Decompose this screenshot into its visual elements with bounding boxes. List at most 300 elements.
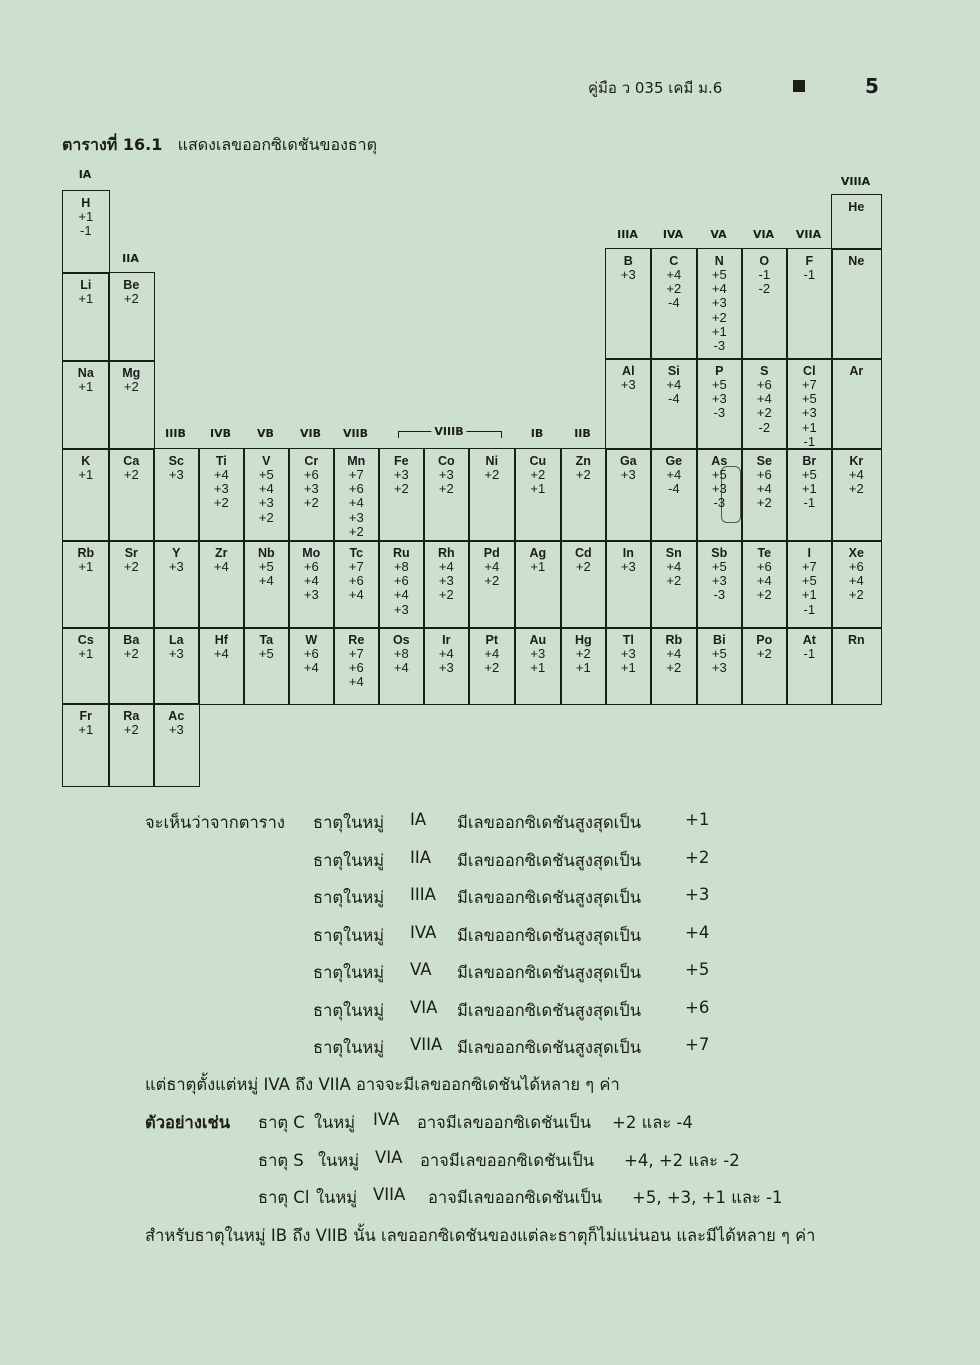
element-symbol: V (262, 454, 271, 468)
element-symbol: Zn (575, 454, 591, 468)
oxidation-state: +2 (756, 405, 772, 421)
group-label-via: VIA (752, 228, 775, 241)
example-values: +2 และ -4 (612, 1113, 693, 1132)
example-label-text: ตัวอย่างเช่น (145, 1113, 230, 1132)
oxidation-state: +4 (438, 646, 454, 661)
element-cell-zr (198, 540, 245, 629)
table-title (62, 133, 377, 158)
oxidation-state: +1 (78, 646, 94, 661)
oxidation-state: +3 (711, 295, 727, 311)
element-cell-ge (650, 448, 698, 542)
oxidation-state: +2 (756, 646, 772, 661)
table-number: ตารางที่ 16.1 (62, 135, 163, 154)
oxidation-state: +4 (213, 467, 229, 482)
oxidation-state: +4 (711, 281, 727, 297)
oxidation-state: +2 (756, 495, 772, 511)
oxidation-state: +4 (348, 674, 364, 690)
element-cell-fr (62, 703, 110, 787)
element-symbol: Al (622, 364, 635, 378)
element-symbol: Be (123, 278, 140, 292)
table-caption: แสดงเลขออกซิเดชันของธาตุ (177, 135, 378, 154)
element-cell-zn (560, 448, 607, 542)
element-cell-sr (108, 540, 155, 629)
summary-text: มีเลขออกซิเดชันสูงสุดเป็น (457, 850, 642, 870)
element-symbol: At (802, 633, 816, 647)
element-cell-rb (650, 627, 698, 705)
element-symbol: O (759, 254, 770, 268)
element-cell-re (333, 627, 380, 705)
element-cell-al (605, 358, 652, 450)
element-cell-w (288, 627, 335, 705)
oxidation-state: +5 (711, 377, 727, 392)
element-cell-ar (831, 358, 882, 450)
oxidation-state: +4 (756, 481, 772, 497)
summary-text: มีเลขออกซิเดชันสูงสุดเป็น (457, 888, 642, 907)
oxidation-state: +1 (530, 559, 546, 574)
element-symbol: Re (348, 633, 365, 647)
element-symbol: Mg (122, 366, 141, 380)
element-cell-ca (108, 448, 155, 542)
oxidation-state: +6 (348, 573, 364, 589)
oxidation-state: +1 (801, 419, 817, 435)
element-symbol: Sb (711, 546, 728, 560)
page-number: 5 (865, 74, 879, 98)
oxidation-state: +4 (438, 559, 454, 574)
oxidation-state: +1 (78, 722, 94, 737)
oxidation-state: -1 (758, 267, 771, 282)
element-symbol: Ge (665, 454, 683, 468)
oxidation-state: +3 (393, 601, 409, 617)
oxidation-state: +3 (438, 467, 454, 482)
note-line: แต่ธาตุตั้งแต่หมู่ IVA ถึง VIIA อาจจะมีเลขออกซิเดชันได้หลาย ๆ ค่า (145, 1075, 620, 1094)
element-symbol: S (760, 364, 769, 378)
element-cell-tc (333, 540, 380, 629)
element-symbol: Pd (483, 546, 500, 560)
summary-prefix: ธาตุในหมู่ (313, 850, 385, 870)
element-symbol: K (81, 454, 91, 468)
oxidation-state: +2 (575, 467, 591, 482)
group-label-iib: IIB (574, 427, 591, 440)
element-cell-tl (605, 627, 652, 705)
oxidation-state: +3 (620, 646, 636, 661)
element-cell-y (153, 540, 200, 629)
element-cell-ga (605, 448, 652, 542)
element-cell-c (650, 248, 698, 360)
group-label-vb: VB (257, 427, 274, 440)
group-label-va: VA (710, 228, 727, 241)
element-cell-au (514, 627, 562, 705)
oxidation-state: +3 (168, 722, 184, 737)
oxidation-state: +5 (711, 467, 727, 482)
oxidation-state: +1 (78, 559, 94, 574)
element-cell-bi (696, 627, 743, 705)
oxidation-state: +3 (303, 481, 319, 497)
element-cell-in (605, 540, 652, 629)
element-cell-hf (198, 627, 245, 705)
element-cell-po (741, 627, 788, 705)
oxidation-state: +3 (438, 660, 454, 676)
summary-prefix: ธาตุในหมู่ (313, 925, 385, 945)
example-element: ธาตุ S (258, 1151, 304, 1170)
summary-value: +7 (685, 1035, 710, 1054)
element-cell-si (650, 358, 698, 450)
summary-prefix: ธาตุในหมู่ (313, 1038, 385, 1057)
oxidation-state: -1 (803, 267, 816, 282)
element-symbol: W (305, 633, 318, 647)
element-symbol: Na (77, 366, 94, 380)
group-label-iia: IIA (122, 252, 139, 265)
element-cell-k (62, 448, 110, 542)
summary-text: มีเลขออกซิเดชันสูงสุดเป็น (457, 963, 642, 982)
oxidation-state: +6 (303, 646, 319, 661)
summary-group: VA (410, 960, 432, 979)
oxidation-state: -1 (80, 223, 92, 239)
element-symbol: Hf (214, 633, 228, 647)
element-cell-cr (288, 448, 335, 542)
element-cell-f (786, 248, 833, 360)
element-cell-mo (288, 540, 335, 629)
element-symbol: Fe (394, 454, 409, 468)
group-label-viia: VIIA (795, 228, 822, 241)
element-cell-hg (560, 627, 607, 705)
oxidation-state: +2 (123, 722, 139, 737)
oxidation-state: +6 (348, 481, 364, 497)
oxidation-state: +3 (801, 405, 817, 421)
element-symbol: Os (392, 633, 410, 647)
oxidation-state: +4 (213, 559, 229, 574)
example-values: +4, +2 และ -2 (624, 1151, 740, 1170)
element-symbol: Ca (123, 454, 140, 468)
element-symbol: Po (756, 633, 773, 647)
oxidation-state: +3 (620, 559, 636, 574)
element-cell-ru (378, 540, 425, 629)
element-symbol: I (807, 546, 812, 560)
element-cell-as (696, 448, 743, 542)
oxidation-state: +4 (393, 587, 409, 603)
element-symbol: Si (667, 364, 680, 378)
group-label-viiib: VIIIB (431, 425, 466, 438)
oxidation-state: +2 (666, 660, 682, 676)
summary-prefix: ธาตุในหมู่ (313, 888, 385, 907)
element-symbol: Te (757, 546, 772, 560)
oxidation-state: +2 (438, 587, 454, 603)
oxidation-state: +4 (303, 573, 319, 589)
oxidation-state: -3 (713, 495, 726, 511)
element-cell-ag (514, 540, 562, 629)
oxidation-state: +4 (756, 391, 772, 407)
element-cell-rh (423, 540, 470, 629)
summary-text: มีเลขออกซิเดชันสูงสุดเป็น (457, 1038, 642, 1057)
oxidation-state: +3 (711, 481, 727, 497)
element-symbol: C (669, 254, 679, 268)
summary-group: VIA (410, 997, 438, 1017)
oxidation-state: +4 (258, 573, 274, 589)
oxidation-state: +4 (848, 573, 864, 589)
element-cell-rn (831, 627, 882, 705)
element-symbol: Tl (622, 633, 634, 647)
oxidation-state: +7 (348, 559, 364, 574)
oxidation-state: +2 (348, 523, 364, 539)
element-cell-fe (378, 448, 425, 542)
element-cell-ba (108, 627, 155, 705)
element-cell-cd (560, 540, 607, 629)
element-symbol: N (714, 254, 724, 268)
element-symbol: Nb (257, 546, 275, 560)
summary-value: +5 (685, 960, 710, 979)
element-symbol: Bi (713, 633, 726, 647)
oxidation-state: +6 (848, 559, 864, 574)
summary-value: +1 (685, 810, 710, 829)
element-symbol: P (715, 364, 724, 378)
element-symbol: Ne (848, 254, 865, 268)
element-cell-te (741, 540, 788, 629)
element-cell-se (741, 448, 788, 542)
oxidation-state: +6 (303, 467, 319, 482)
oxidation-state: +2 (666, 281, 682, 297)
oxidation-state: +2 (213, 495, 229, 511)
summary-value: +3 (685, 885, 710, 904)
element-symbol: Cd (574, 546, 592, 560)
group-label-vib: VIB (300, 427, 321, 440)
oxidation-state: -4 (668, 295, 680, 311)
element-cell-nb (243, 540, 290, 629)
oxidation-state: +2 (756, 587, 772, 603)
summary-prefix: ธาตุในหมู่ (313, 1000, 385, 1020)
element-symbol: Ti (215, 454, 227, 468)
oxidation-state: +7 (348, 646, 364, 661)
oxidation-state: -1 (803, 646, 816, 661)
oxidation-state: -4 (668, 391, 680, 407)
group-label-ia: IA (78, 168, 92, 181)
element-symbol: Sc (168, 454, 184, 468)
element-cell-cs (62, 627, 110, 705)
oxidation-state: +2 (848, 481, 864, 497)
oxidation-state: -3 (713, 338, 726, 354)
oxidation-state: +4 (348, 495, 364, 511)
oxidation-state: +5 (258, 467, 274, 482)
example-in-group: ในหมู่ (316, 1188, 358, 1207)
example-text: อาจมีเลขออกซิเดชันเป็น (428, 1188, 602, 1207)
example-element: ธาตุ Cl (258, 1188, 310, 1207)
element-symbol: Cl (803, 364, 816, 378)
element-symbol: Kr (849, 454, 864, 468)
summary-group: IIA (410, 847, 432, 867)
element-symbol: Br (802, 454, 817, 468)
oxidation-state: +4 (348, 587, 364, 603)
oxidation-state: +1 (620, 660, 636, 676)
element-cell-rb (62, 540, 110, 629)
element-cell-mn (333, 448, 380, 542)
group-label-iiib: IIIB (165, 427, 186, 440)
oxidation-state: +3 (258, 495, 274, 511)
oxidation-state: +1 (530, 481, 546, 497)
element-cell-ti (198, 448, 245, 542)
oxidation-state: +4 (666, 467, 682, 482)
oxidation-state: +2 (123, 291, 139, 306)
oxidation-state: +3 (438, 573, 454, 589)
oxidation-state: +8 (393, 646, 409, 661)
element-cell-mg (108, 360, 155, 450)
summary-intro: จะเห็นว่าจากตาราง (145, 813, 285, 832)
example-in-group: ในหมู่ (318, 1151, 360, 1170)
oxidation-state: +2 (848, 587, 864, 603)
element-cell-b (605, 248, 652, 360)
element-cell-pt (468, 627, 516, 705)
element-symbol: Au (529, 633, 547, 647)
element-symbol: Cu (529, 454, 547, 468)
element-cell-be (108, 272, 155, 362)
oxidation-state: +3 (711, 573, 727, 589)
oxidation-state: -1 (803, 433, 816, 449)
element-symbol: Li (80, 278, 92, 292)
oxidation-state: +2 (575, 559, 591, 574)
example-group: IVA (373, 1110, 400, 1129)
element-cell-ir (423, 627, 470, 705)
element-symbol: Fr (79, 709, 93, 723)
oxidation-state: +3 (213, 481, 229, 497)
header-square-mark (793, 80, 805, 92)
element-symbol: Rn (847, 633, 865, 647)
oxidation-state: +1 (801, 587, 817, 603)
element-symbol: As (711, 454, 728, 468)
oxidation-state: +2 (303, 495, 319, 511)
element-symbol: F (805, 254, 814, 268)
element-symbol: Ac (168, 709, 185, 723)
element-symbol: Ag (529, 546, 547, 560)
oxidation-state: +1 (78, 379, 94, 394)
oxidation-state: -1 (803, 601, 816, 617)
group-label-ib: IB (530, 427, 544, 440)
oxidation-state: +4 (848, 467, 864, 482)
oxidation-state: +5 (711, 646, 727, 661)
element-cell-at (786, 627, 833, 705)
oxidation-state: +2 (484, 660, 500, 676)
element-symbol: Rb (665, 633, 683, 647)
element-symbol: Ru (392, 546, 410, 560)
element-symbol: Cr (304, 454, 319, 468)
oxidation-state: +4 (666, 267, 682, 282)
element-cell-sb (696, 540, 743, 629)
oxidation-state: +6 (303, 559, 319, 574)
element-symbol: In (622, 546, 634, 560)
element-cell-pd (468, 540, 516, 629)
oxidation-state: +6 (756, 559, 772, 574)
oxidation-state: +3 (168, 467, 184, 482)
example-group: VIIA (373, 1185, 406, 1204)
element-cell-sc (153, 448, 200, 542)
oxidation-state: +4 (484, 646, 500, 661)
element-cell-cl (786, 358, 833, 450)
oxidation-state: +3 (168, 646, 184, 661)
summary-text: มีเลขออกซิเดชันสูงสุดเป็น (457, 813, 642, 832)
element-symbol: Ta (259, 633, 274, 647)
oxidation-state: +2 (484, 467, 500, 482)
element-symbol: Ba (123, 633, 140, 647)
oxidation-state: +7 (801, 377, 817, 392)
group-label-iva: IVA (662, 228, 684, 241)
summary-text: มีเลขออกซิเดชันสูงสุดเป็น (457, 1000, 642, 1020)
oxidation-state: +2 (123, 559, 139, 574)
oxidation-state: +4 (666, 377, 682, 392)
example-in-group: ในหมู่ (314, 1113, 356, 1132)
oxidation-state: +2 (438, 481, 454, 497)
element-cell-p (696, 358, 743, 450)
element-cell-he (831, 194, 882, 250)
element-cell-ra (108, 703, 155, 787)
oxidation-state: +1 (711, 323, 727, 339)
oxidation-state: +2 (666, 573, 682, 589)
oxidation-state: +2 (123, 379, 139, 394)
element-cell-co (423, 448, 470, 542)
oxidation-state: +8 (393, 559, 409, 574)
element-symbol: Y (172, 546, 181, 560)
example-group: VIA (375, 1148, 403, 1167)
running-header: คู่มือ ว 035 เคมี ม.6 (588, 79, 723, 97)
oxidation-state: +3 (168, 559, 184, 574)
element-symbol: Hg (574, 633, 592, 647)
element-cell-li (62, 272, 110, 362)
oxidation-state: +5 (801, 573, 817, 589)
oxidation-state: +5 (801, 467, 817, 482)
oxidation-state: +4 (213, 646, 229, 661)
oxidation-state: +1 (78, 291, 94, 306)
element-cell-cu (514, 448, 562, 542)
oxidation-state: +6 (348, 660, 364, 676)
element-symbol: Se (756, 454, 772, 468)
oxidation-state: +3 (620, 467, 636, 482)
oxidation-state: +5 (801, 391, 817, 407)
oxidation-state: +2 (484, 573, 500, 589)
element-symbol: Tc (349, 546, 364, 560)
summary-value: +6 (685, 997, 710, 1017)
example-values: +5, +3, +1 และ -1 (632, 1188, 783, 1207)
oxidation-state: +1 (78, 209, 94, 224)
oxidation-state: +5 (711, 267, 727, 282)
summary-value: +4 (685, 922, 710, 942)
oxidation-state: +5 (258, 646, 274, 661)
oxidation-state: +7 (801, 559, 817, 574)
element-cell-ac (153, 703, 200, 787)
element-cell-h (62, 190, 110, 274)
oxidation-state: +4 (666, 646, 682, 661)
summary-value: +2 (685, 847, 710, 867)
element-symbol: H (81, 196, 91, 210)
element-symbol: Pt (485, 633, 499, 647)
element-cell-la (153, 627, 200, 705)
element-symbol: B (623, 254, 633, 268)
conclusion-line: สำหรับธาตุในหมู่ IB ถึง VIIB นั้น เลขออกซิเดชันของแต่ละธาตุก็ไม่แน่นอน และมีได้หลาย ๆ ค่า (145, 1226, 816, 1245)
oxidation-state: +5 (258, 559, 274, 574)
oxidation-state: -2 (758, 419, 771, 435)
element-cell-sn (650, 540, 698, 629)
oxidation-state: +6 (756, 377, 772, 392)
element-cell-xe (831, 540, 882, 629)
element-symbol: Sn (665, 546, 682, 560)
oxidation-state: +2 (530, 467, 546, 482)
element-cell-s (741, 358, 788, 450)
summary-text: มีเลขออกซิเดชันสูงสุดเป็น (457, 925, 642, 945)
element-symbol: Rb (77, 546, 95, 560)
element-symbol: Ra (123, 709, 140, 723)
oxidation-state: +7 (348, 467, 364, 482)
summary-group: IVA (410, 922, 437, 942)
oxidation-state: +4 (666, 559, 682, 574)
oxidation-state: +1 (575, 660, 591, 676)
summary-prefix: ธาตุในหมู่ (313, 963, 385, 982)
element-symbol: Zr (215, 546, 228, 560)
oxidation-state: +3 (530, 646, 546, 661)
oxidation-state: -3 (713, 587, 726, 603)
